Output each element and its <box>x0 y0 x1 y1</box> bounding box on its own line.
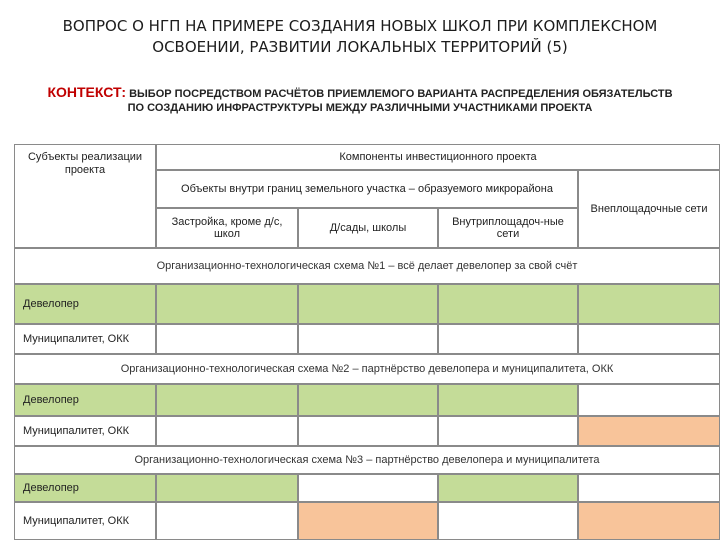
scheme-1-developer-cell <box>298 284 438 324</box>
col-construction-header: Застройка, кроме д/с, школ <box>156 208 298 248</box>
scheme-1-developer-cell <box>578 284 720 324</box>
scheme-1-municipality-cell <box>578 324 720 354</box>
scheme-2-developer-cell <box>438 384 578 416</box>
scheme-2-developer-cell <box>298 384 438 416</box>
context-line-2: ПО СОЗДАНИЮ ИНФРАСТРУКТУРЫ МЕЖДУ РАЗЛИЧНЫМИ УЧАСТНИКАМИ ПРОЕКТА <box>127 102 593 114</box>
scheme-2-municipality-cell <box>438 416 578 446</box>
scheme-1-municipality-cell <box>438 324 578 354</box>
scheme-1-developer-label: Девелопер <box>14 284 156 324</box>
scheme-1-developer-cell <box>438 284 578 324</box>
scheme-2-title: Организационно-технологическая схема №2 – партнёрство девелопера и муниципалитета, ОКК <box>14 354 720 384</box>
context-block <box>0 84 720 100</box>
scheme-1-developer-cell <box>156 284 298 324</box>
scheme-2-municipality-cell <box>298 416 438 446</box>
responsibility-table <box>14 144 720 540</box>
scheme-3-municipality-cell <box>578 502 720 540</box>
page-title <box>0 16 720 58</box>
scheme-2-municipality-label: Муниципалитет, ОКК <box>14 416 156 446</box>
scheme-3-developer-cell <box>578 474 720 502</box>
scheme-2-developer-label: Девелопер <box>14 384 156 416</box>
outside-networks-header: Внеплощадочные сети <box>578 170 720 248</box>
scheme-1-municipality-cell <box>298 324 438 354</box>
scheme-3-municipality-cell <box>298 502 438 540</box>
scheme-3-municipality-cell <box>156 502 298 540</box>
scheme-3-title: Организационно-технологическая схема №3 – партнёрство девелопера и муниципалитета <box>14 446 720 474</box>
col-schools-header: Д/сады, школы <box>298 208 438 248</box>
scheme-1-municipality-label: Муниципалитет, ОКК <box>14 324 156 354</box>
scheme-2-municipality-cell <box>156 416 298 446</box>
context-label: КОНТЕКСТ: <box>47 84 127 100</box>
scheme-3-developer-cell <box>438 474 578 502</box>
scheme-2-developer-cell <box>156 384 298 416</box>
components-header: Компоненты инвестиционного проекта <box>156 144 720 170</box>
inside-objects-header: Объекты внутри границ земельного участка – образуемого микрорайона <box>156 170 578 208</box>
scheme-3-developer-label: Девелопер <box>14 474 156 502</box>
scheme-3-developer-cell <box>298 474 438 502</box>
scheme-3-developer-cell <box>156 474 298 502</box>
title-line-1: ВОПРОС О НГП НА ПРИМЕРЕ СОЗДАНИЯ НОВЫХ ШКОЛ ПРИ КОМПЛЕКСНОМ <box>62 17 658 35</box>
scheme-1-title: Организационно-технологическая схема №1 – всё делает девелопер за свой счёт <box>14 248 720 284</box>
scheme-3-municipality-cell <box>438 502 578 540</box>
scheme-2-municipality-cell <box>578 416 720 446</box>
subjects-header: Субъекты реализации проекта <box>14 144 156 248</box>
scheme-2-developer-cell <box>578 384 720 416</box>
title-line-2: ОСВОЕНИИ, РАЗВИТИИ ЛОКАЛЬНЫХ ТЕРРИТОРИЙ (5) <box>152 38 568 56</box>
col-networks-header: Внутриплощадоч-ные сети <box>438 208 578 248</box>
scheme-1-municipality-cell <box>156 324 298 354</box>
context-line-1: ВЫБОР ПОСРЕДСТВОМ РАСЧЁТОВ ПРИЕМЛЕМОГО ВАРИАНТА РАСПРЕДЕЛЕНИЯ ОБЯЗАТЕЛЬСТВ <box>129 88 673 100</box>
scheme-3-municipality-label: Муниципалитет, ОКК <box>14 502 156 540</box>
